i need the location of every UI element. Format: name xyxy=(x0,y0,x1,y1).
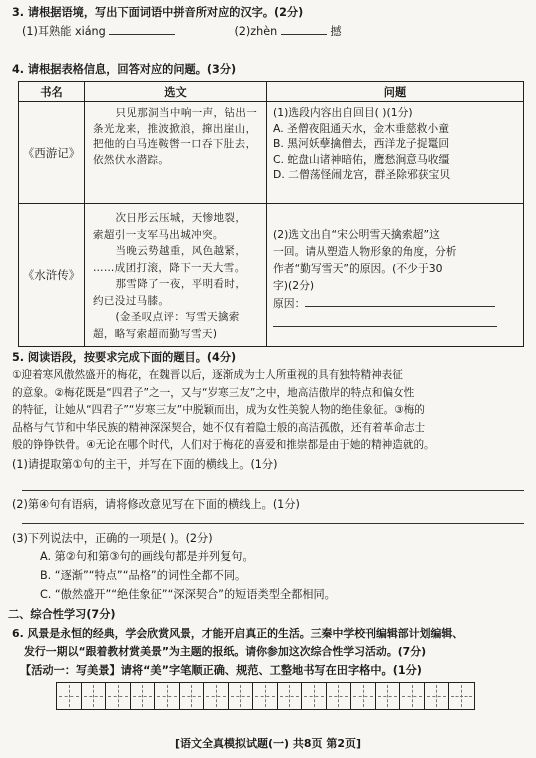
q3-title: 3. 请根据语境，写出下面词语中拼音所对应的汉字。(2分) xyxy=(12,6,304,19)
passage-line: 当晚云势越重，风色越紧， xyxy=(93,245,247,257)
passage-line: 那雪降了一夜，平明看时， xyxy=(93,278,247,290)
passage-line: 超，略写索超而勤写雪天) xyxy=(93,327,218,340)
grid-cell[interactable] xyxy=(229,683,254,709)
passage-line: 索超引一支军马出城冲突。 xyxy=(93,228,224,241)
passage-line: ①迎着寒风傲然盛开的梅花，在魏晋以后，逐渐成为士人所重视的具有独特精神表征 xyxy=(12,369,403,381)
passage-line: 的特征，让她从“四君子”“岁寒三友”中脱颖而出，成为女性美貌人物的绝佳象征。③梅的 xyxy=(12,404,425,416)
grid-cell[interactable] xyxy=(400,683,425,709)
reason-answer-line-2[interactable] xyxy=(273,315,497,327)
q4-1-option-c[interactable]: C. 蛇盘山诸神暗佑，鹰愁涧意马收缰 xyxy=(273,152,450,166)
grid-cell[interactable] xyxy=(82,683,107,709)
grid-cell[interactable] xyxy=(302,683,327,709)
grid-cell[interactable] xyxy=(278,683,303,709)
q4-1-stem: (1)选段内容出自回目( )(1分) xyxy=(273,106,413,119)
q6-line-2: 发行一期以“跟着教材赏美景”为主题的报纸。请你参加这次综合性学习活动。(7分) xyxy=(24,645,427,658)
grid-cell[interactable] xyxy=(57,683,82,709)
grid-cell[interactable] xyxy=(106,683,131,709)
book-shuihuzhuan: 《水浒传》 xyxy=(19,204,85,347)
q5-sub2: (2)第④句有语病，请将修改意见写在下面的横线上。(1分) xyxy=(12,498,300,511)
question-1 xyxy=(267,102,524,204)
grid-cell[interactable] xyxy=(425,683,450,709)
passage-line: ……成团打滚，降下一天大雪。 xyxy=(93,261,246,274)
passage-line: 的意象。②梅花既是“四君子”之一，又与“岁寒三友”之中，地高洁傲岸的特点和偏女性 xyxy=(12,386,415,399)
q5-sub3: (3)下列说法中，正确的一项是( )。(2分) xyxy=(12,532,213,545)
section2-title: 二、综合性学习(7分) xyxy=(8,608,116,621)
reason-row xyxy=(273,295,519,312)
grid-cell[interactable] xyxy=(180,683,205,709)
q3-item2: (2)zhèn xyxy=(234,25,278,38)
q4-1-option-a[interactable]: A. 圣僧夜阻通天水，金木垂慈救小童 xyxy=(273,121,450,135)
q5-sub1: (1)请提取第①句的主干，并写在下面的横线上。(1分) xyxy=(12,458,278,471)
table-header-row xyxy=(19,82,524,102)
header-book: 书名 xyxy=(19,82,85,102)
grid-cell[interactable] xyxy=(253,683,278,709)
grid-cell[interactable] xyxy=(449,683,474,709)
q4-1-option-b[interactable]: B. 黑河妖孽擒僧去，西洋龙子捉鼍回 xyxy=(273,137,450,150)
book-xiyouji: 《西游记》 xyxy=(19,102,85,204)
q3-item1: (1)耳熟能 xiáng xyxy=(22,25,106,38)
page-footer: [语文全真模拟试题(一) 共8页 第2页] xyxy=(174,737,362,750)
reason-row-2 xyxy=(273,315,519,332)
q5-option-b[interactable]: B. “逐渐”“特点”“品格”的词性全都不同。 xyxy=(40,569,247,582)
q5-sub1-answer-line[interactable] xyxy=(22,490,524,491)
passage-xiyouji xyxy=(85,102,267,204)
q3-items xyxy=(22,22,524,40)
q4-2-line: 作者“勤写雪天”的原因。(不少于30 xyxy=(273,262,443,275)
q3-item2-suffix: 撼 xyxy=(330,25,342,38)
passage-text: 只见那洞当中响一声，钻出一条光龙来，推波掀浪，撺出崖山，把他的白马连鞍辔一口吞下肚去，依然伏水潜踪。 xyxy=(93,107,258,166)
header-passage: 选文 xyxy=(85,82,267,102)
q5-title: 5. 阅读语段，按要求完成下面的题目。(4分) xyxy=(12,351,237,364)
q4-1-option-d[interactable]: D. 二僧荡怪闹龙宫，群圣除邪获宝贝 xyxy=(273,168,451,181)
reason-label: 原因： xyxy=(273,297,306,310)
q6-line-1: 6. 风景是永恒的经典，学会欣赏风景，才能开启真正的生活。三秦中学校刊编辑部计划编辑、 xyxy=(12,627,464,640)
question-2 xyxy=(267,204,524,347)
q4-2-line: (2)选文出自“宋公明雪天擒索超”这 xyxy=(273,228,440,241)
passage-line: 般的铮铮铁骨。④无论在哪个时代，人们对于梅花的喜爱和推崇都是由于她的精神造就的。 xyxy=(12,439,435,451)
q5-passage xyxy=(12,367,524,455)
q3-answer-blank-2[interactable] xyxy=(281,22,327,35)
header-question: 问题 xyxy=(267,82,524,102)
table-row xyxy=(19,102,524,204)
grid-cell[interactable] xyxy=(204,683,229,709)
q5-option-a[interactable]: A. 第②句和第③句的画线句都是并列复句。 xyxy=(40,550,254,563)
q4-2-line: 一回。请从塑造人物形象的角度，分析 xyxy=(273,245,457,258)
q4-table xyxy=(18,81,524,347)
q5-sub2-answer-line[interactable] xyxy=(22,523,524,524)
q5-option-c[interactable]: C. “傲然盛开”“绝佳象征”“深深契合”的短语类型全都相同。 xyxy=(40,588,336,601)
activity-one: 【活动一：写美景】请将“美”字笔顺正确、规范、工整地书写在田字格中。(1分) xyxy=(20,664,422,677)
passage-line: 次日彤云压城，天惨地裂， xyxy=(93,212,247,224)
table-row xyxy=(19,204,524,347)
passage-line: 约已没过马膝。 xyxy=(93,294,170,307)
passage-line: 品格与气节和中华民族的精神深深契合，她不仅有着隐士般的高洁孤傲，还有着革命志士 xyxy=(12,421,426,434)
tianzige-grid[interactable] xyxy=(56,682,475,710)
q4-title: 4. 请根据表格信息，回答对应的问题。(3分) xyxy=(12,63,237,76)
passage-shuihuzhuan xyxy=(85,204,267,347)
grid-cell[interactable] xyxy=(327,683,352,709)
passage-line: (金圣叹点评：写雪天擒索 xyxy=(93,311,240,323)
grid-cell[interactable] xyxy=(131,683,156,709)
grid-cell[interactable] xyxy=(376,683,401,709)
q4-2-line: 字)(2分) xyxy=(273,279,315,292)
grid-cell[interactable] xyxy=(351,683,376,709)
reason-answer-line-1[interactable] xyxy=(305,295,495,307)
grid-cell[interactable] xyxy=(155,683,180,709)
q3-answer-blank-1[interactable] xyxy=(109,22,175,35)
